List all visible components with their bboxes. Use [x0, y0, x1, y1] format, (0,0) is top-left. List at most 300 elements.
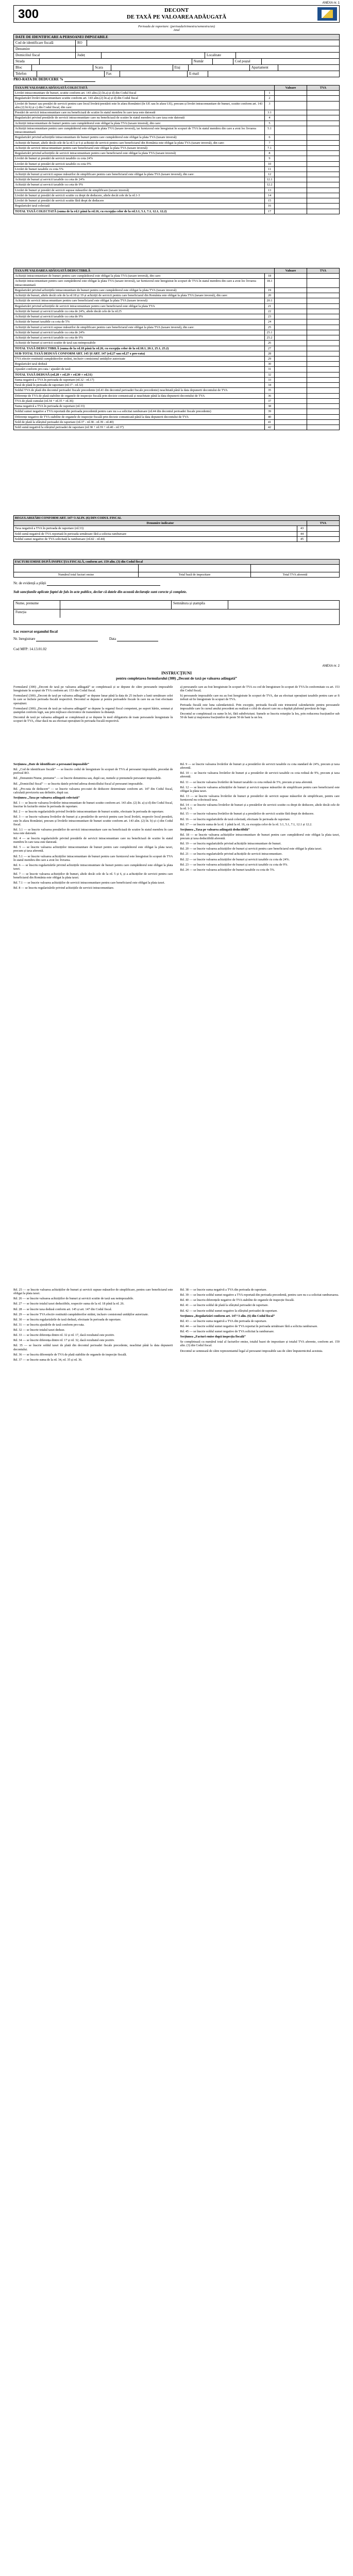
deductibila-row-label: Achiziții intracomunitare de bunuri pentru care cumpărătorul este obligat la plata TVA (taxare inversă), din care: [14, 274, 265, 279]
deductibila-tva-input[interactable] [307, 279, 340, 287]
colectata-value-input[interactable] [275, 140, 307, 145]
body-left-paragraph: Rd. „Pro-rata de deducere” — se înscrie valoarea pro-ratei de deducere determinate conform art. 147 din Codul fiscal, calculată provizoriu sau definitiv, după caz. [13, 787, 173, 794]
strada-input[interactable] [40, 59, 192, 64]
deductibila-row-label: Suma negativă a TVA în perioada de raportare (rd.32 - rd.17) [14, 377, 265, 382]
deductibila-value-input[interactable] [275, 372, 307, 377]
deductibila-value-input[interactable] [275, 414, 307, 419]
id-row-domiciliu [14, 53, 339, 59]
functie-label: Funcția [14, 609, 60, 618]
deductibila-tva-input[interactable] [307, 367, 340, 372]
deductibila-tva-input[interactable] [307, 293, 340, 298]
regularizari-section [13, 515, 340, 542]
deductibila-value-input[interactable] [275, 356, 307, 361]
taxa-deductibila-title: TAXA PE VALOAREA ADĂUGATĂ DEDUCTIBILĂ [14, 268, 275, 274]
colectata-value-input[interactable] [275, 166, 307, 172]
colectata-row-number: 10 [265, 161, 275, 166]
deductibila-row-number: 25.2 [265, 335, 275, 341]
fax-input[interactable] [120, 71, 188, 77]
colectata-row-number: 1 [265, 91, 275, 96]
colectata-value-input[interactable] [275, 161, 307, 166]
localitate-label: Localitate [205, 53, 236, 58]
colectata-value-input[interactable] [275, 188, 307, 193]
colectata-row-label: Regularizări privind prestările de servicii intracomunitare care nu beneficiază de scutire în statul membru în care taxa este datorată [14, 115, 265, 121]
deductibila-row [14, 330, 340, 335]
colectata-value-input[interactable] [275, 145, 307, 150]
deductibila-tva-input[interactable] [307, 388, 340, 393]
deductibila-tva-input[interactable] [307, 383, 340, 388]
loc-rezervat-label: Loc rezervat organului fiscal [13, 630, 58, 634]
instr-left-paragraph: Formularul (300) „Decont de taxă pe valoarea adăugată” se completează și se depune de către persoanele impozabile înregistrate în scopuri de TVA conform art. 153 din Codul fiscal. [13, 685, 173, 693]
colectata-row-label: Livrări de bunuri taxabile cu cota 5% [14, 166, 265, 172]
colectata-tva-input[interactable] [307, 140, 340, 145]
colectata-tva-input[interactable] [307, 188, 340, 193]
cod-postal-input[interactable] [262, 59, 339, 64]
deductibila-row-number: 24 [265, 319, 275, 325]
body-right-paragraph: Rd. 11 — se înscrie valoarea livrărilor de bunuri taxabile cu cota redusă de 5%, precum și taxa aferentă. [180, 780, 313, 784]
colectata-value-input[interactable] [275, 156, 307, 161]
body-left-paragraph: Rd. 5.1 — se înscrie valoarea achizițiilor intracomunitare de bunuri pentru care furnizorul este înregistrat în scopuri de TVA în statul membru din care a avut loc livrarea. [13, 854, 173, 862]
deductibila-tva-input[interactable] [307, 319, 340, 325]
email-input[interactable] [208, 71, 339, 77]
body-text2-columns [13, 1288, 340, 1363]
body2-left-paragraph: Rd. 31 — se înscriu ajustările de taxă conform pro-rata. [13, 1323, 85, 1327]
facturi-baza-input[interactable] [139, 565, 251, 572]
colectata-row [14, 96, 340, 101]
colectata-value-input[interactable] [275, 198, 307, 204]
form-title-line1: DECONT [164, 7, 189, 13]
facturi-input-row [14, 565, 340, 572]
deductibila-value-input[interactable] [275, 314, 307, 319]
colectata-row-number: 7 [265, 140, 275, 145]
deductibila-value-input[interactable] [275, 287, 307, 293]
colectata-value-input[interactable] [275, 135, 307, 140]
deductibila-row-label: TVA efectiv restituită cumpărătorilor străini, inclusiv comisionul unităților autorizate [14, 356, 265, 361]
colectata-row-number: 12 [265, 172, 275, 177]
colectata-tva-input[interactable] [307, 172, 340, 177]
colectata-value-input[interactable] [275, 172, 307, 177]
deductibila-tva-input[interactable] [307, 393, 340, 398]
semnatura-label: Semnătura și ștampila [172, 601, 228, 609]
localitate-input[interactable] [236, 53, 339, 58]
colectata-tva-input[interactable] [307, 145, 340, 150]
deductibila-value-input[interactable] [275, 425, 307, 430]
colectata-tva-input[interactable] [307, 198, 340, 204]
deductibila-row [14, 404, 340, 409]
deductibila-tva-input[interactable] [307, 314, 340, 319]
deductibila-value-input[interactable] [275, 383, 307, 388]
deductibila-row [14, 377, 340, 382]
bloc-label: Bloc [14, 65, 32, 71]
body2-left-paragraph: Rd. 32 — se înscrie totalul taxei deduse. [13, 1328, 65, 1332]
deductibila-row [14, 356, 340, 361]
colectata-row [14, 193, 340, 198]
scara-input[interactable] [111, 65, 173, 71]
colectata-row [14, 188, 340, 193]
colectata-row-label: Achiziții intracomunitare de bunuri pentru care cumpărătorul este obligat la plata TVA (taxare inversă), din care: [14, 121, 265, 126]
deductibila-row-label: Achiziții de bunuri și servicii supuse măsurilor de simplificare pentru care beneficiarul este obligat la plata TVA (taxare inversă), din care: [14, 325, 265, 330]
deductibila-tva-input[interactable] [307, 309, 340, 314]
deductibila-value-input[interactable] [275, 404, 307, 409]
deductibila-row [14, 409, 340, 414]
colectata-tva-input[interactable] [307, 156, 340, 161]
deductibila-tva-input[interactable] [307, 330, 340, 335]
deductibila-row-number: 40 [265, 414, 275, 419]
colectata-tva-input[interactable] [307, 101, 340, 110]
deductibila-value-input[interactable] [275, 388, 307, 393]
colectata-row [14, 126, 340, 134]
deductibila-row-label: Diferențe de TVA de plată stabilite de organele de inspecție fiscală prin decizie comunicată și neachitate până la data depunerii decontului de TVA [14, 393, 265, 398]
body-left-paragraph: Rd. 5 — se înscrie valoarea achizițiilor intracomunitare de bunuri pentru care cumpărătorul este obligat la plata taxei, precum și taxa aferentă. [13, 845, 173, 853]
colectata-row-label: Regularizări livrări intracomunitare scutite conform art. 143 alin.(2) lit.a) și d) din Codul fiscal [14, 96, 265, 101]
colectata-value-input[interactable] [275, 126, 307, 134]
deductibila-tva-input[interactable] [307, 404, 340, 409]
deductibila-value-input[interactable] [275, 409, 307, 414]
deductibila-row [14, 388, 340, 393]
colectata-row-label: Livrări de bunuri și prestări de servicii taxabile cu cota 24% [14, 156, 265, 161]
deductibila-tva-input[interactable] [307, 372, 340, 377]
judet-input[interactable] [102, 53, 205, 58]
form-subtitle [0, 25, 353, 32]
functie-input[interactable] [60, 609, 339, 618]
deductibila-row [14, 419, 340, 425]
deductibila-row-label: Ajustări conform pro-rata / ajustări de taxă [14, 367, 265, 372]
deductibila-value-input[interactable] [275, 309, 307, 314]
colectata-row-number: 2 [265, 96, 275, 101]
deductibila-row-label: Achiziții de bunuri, altele decât cele de la rd.18 și 19 și achiziții de servicii pentru care beneficiarul din România este obligat la plata TVA (taxare inversă), din care: [14, 293, 265, 298]
colectata-value-input[interactable] [275, 115, 307, 121]
colectata-row-label: Regularizări taxă colectată [14, 204, 265, 209]
colectata-tva-input[interactable] [307, 121, 340, 126]
body-right-paragraph: Rd. 13 — se înscrie valoarea livrărilor de bunuri și prestărilor de servicii supuse măsurilor de simplificare, pentru care furnizorul nu colectează taxa. [180, 794, 340, 802]
regularizari-row-number: 44 [297, 531, 307, 536]
nr-inreg-input[interactable] [36, 637, 98, 641]
instr-left-paragraph: Decontul de taxă pe valoarea adăugată se completează și se depune în mod obligatoriu de toate persoanele înregistrate în scopuri de TVA, chiar dacă nu au efectuat operațiuni în perioada fiscală respectivă. [13, 715, 173, 723]
deductibila-row [14, 335, 340, 341]
colectata-row-label: Prestări de servicii intracomunitare care nu beneficiază de scutire în statul membru în care taxa este datorată [14, 110, 265, 115]
colectata-row-label: Regularizări privind achizițiile intracomunitare de bunuri pentru care cumpărătorul este obligat la plata TVA (taxare inversă) [14, 135, 265, 140]
deductibila-value-input[interactable] [275, 377, 307, 382]
deductibila-row [14, 319, 340, 325]
colectata-tva-input[interactable] [307, 177, 340, 182]
deductibila-tva-input[interactable] [307, 274, 340, 279]
regularizari-row-label: Sold sumă negativă de TVA reportată în perioada următoare fără a solicita rambursare [14, 531, 297, 536]
numar-input[interactable] [213, 59, 233, 64]
deductibila-value-input[interactable] [275, 398, 307, 403]
body-left-paragraph: Rd. 7 — se înscrie valoarea achizițiilor de bunuri, altele decât cele de la rd. 5 și 6, și a achizițiilor de servicii pentru care beneficiarul din România este obligat la plata taxei. [13, 872, 173, 880]
taxa-colectata-title: TAXA PE VALOAREA ADĂUGATĂ COLECTATĂ [14, 86, 275, 91]
colectata-row-label: Regularizări privind achizițiile de servicii intracomunitare pentru care beneficiarul este obligat la plata TVA (taxare inversă) [14, 151, 265, 156]
body2-left-paragraph: Rd. 29 — se înscrie TVA efectiv restituită cumpărătorilor străini, inclusiv comisionul unităților autorizate. [13, 1312, 149, 1316]
colectata-row-number: 5 [265, 121, 275, 126]
colectata-row-label: Livrări de bunuri și prestări de servicii supuse măsurilor de simplificare (taxare inversă) [14, 188, 265, 193]
body-right-paragraph: Rd. 21 — se înscriu regularizările privind achizițiile de servicii intracomunitare. [180, 852, 283, 856]
regularizari-tva-input[interactable] [307, 531, 340, 536]
instr-right-paragraph: Decontul se completează cu sume în lei, fără subdiviziuni. Sumele se înscriu rotunjite la leu, prin reducerea fracțiunilor sub 50 de bani și majorarea fracțiunilor de peste 50 de bani la un leu. [180, 711, 340, 719]
deductibila-row-label: TOTAL TAXĂ DEDUCTIBILĂ (suma de la rd.18 până la rd.26, cu excepția celor de la rd.18.1, 20.1, 25.1, 25.2) [14, 346, 265, 351]
nr-evidenta-input[interactable] [47, 581, 160, 586]
body-left-paragraph: Rd. 7.1 — se înscrie valoarea achizițiilor de servicii intracomunitare pentru care beneficiarul este obligat la plata taxei. [13, 881, 165, 885]
colectata-tva-input[interactable] [307, 193, 340, 198]
cif-label: Cod de identificare fiscală [14, 40, 76, 46]
col-tva: TVA [307, 86, 340, 91]
deductibila-tva-input[interactable] [307, 414, 340, 419]
colectata-row-label: Achiziții de bunuri, altele decât cele de la rd.5 și 6 și achiziții de servicii pentru care beneficiarul din România este obligat la plata TVA (taxare inversă), din care: [14, 140, 265, 145]
deductibila-value-input[interactable] [275, 298, 307, 303]
body-right-paragraph: Rd. 14 — se înscrie valoarea livrărilor de bunuri și a prestărilor de servicii scutite cu drept de deducere, altele decât cele de la rd. 1-3. [180, 803, 340, 811]
body-left-paragraph: Rd. 2 — se înscriu regularizările privind livrările intracomunitare de bunuri scutite, efectuate în perioada de raportare. [13, 810, 164, 814]
deductibila-row [14, 393, 340, 398]
deductibila-row-number: 25 [265, 325, 275, 330]
deductibila-row [14, 309, 340, 314]
colectata-value-input[interactable] [275, 182, 307, 188]
deductibila-value-input[interactable] [275, 419, 307, 425]
colectata-row [14, 182, 340, 188]
regularizari-title: REGULARIZĂRI CONFORM ART. 147^3 ALIN. (6) DIN CODUL FISCAL [14, 516, 340, 521]
deductibila-value-input[interactable] [275, 341, 307, 346]
deductibila-value-input[interactable] [275, 346, 307, 351]
colectata-value-input[interactable] [275, 110, 307, 115]
colectata-row [14, 115, 340, 121]
colectata-row [14, 91, 340, 96]
body-right-paragraph: Rd. 24 — se înscrie valoarea achizițiilor de bunuri taxabile cu cota de 5%. [180, 868, 275, 872]
nume-input[interactable] [60, 601, 172, 609]
colectata-value-input[interactable] [275, 151, 307, 156]
colectata-tva-input[interactable] [307, 126, 340, 134]
deductibila-tva-input[interactable] [307, 398, 340, 403]
deductibila-tva-input[interactable] [307, 419, 340, 425]
denumire-input[interactable] [76, 46, 339, 52]
deductibila-value-input[interactable] [275, 393, 307, 398]
deductibila-tva-input[interactable] [307, 409, 340, 414]
deductibila-row-number: 26 [265, 341, 275, 346]
pro-rata-input[interactable] [64, 77, 95, 82]
deductibila-tva-input[interactable] [307, 362, 340, 367]
facturi-nr-input[interactable] [14, 565, 139, 572]
colectata-tva-input[interactable] [307, 135, 340, 140]
deductibila-row [14, 351, 340, 356]
id-row-bloc [14, 65, 339, 71]
deductibila-row-label: Achiziții de bunuri taxabile cu cota de 5% [14, 319, 265, 325]
colectata-row-number: 16 [265, 204, 275, 209]
body2-right-paragraph: Rd. 41 — se înscrie soldul de plată la sfârșitul perioadei de raportare. [180, 1303, 268, 1308]
deductibila-row-number: 20 [265, 293, 275, 298]
colectata-value-input[interactable] [275, 204, 307, 209]
colectata-tva-input[interactable] [307, 115, 340, 121]
colectata-tva-input[interactable] [307, 182, 340, 188]
deductibila-row-label: Soldul TVA de plată din decontul perioadei fiscale precedente (rd.41 din decontul perioadei fiscale precedente) neachitată până la data depunerii decontului de TVA [14, 388, 265, 393]
body-left-paragraph: Rd. „Denumire/Nume, prenume” — se înscrie denumirea sau, după caz, numele și prenumele persoanei impozabile. [13, 776, 162, 781]
deductibila-row-number: 29 [265, 356, 275, 361]
colectata-tva-input[interactable] [307, 204, 340, 209]
body2-left-paragraph: Rd. 26 — se înscrie valoarea achizițiilor de bunuri și servicii scutite de taxă sau neimpozabile. [13, 1297, 134, 1301]
instr-right-paragraph: Perioada fiscală este luna calendaristică. Prin excepție, perioada fiscală este trimestrul calendaristic pentru persoanele impozabile care în cursul anului precedent au realizat o cifră de afaceri care nu a depășit plafonul prevăzut de lege. [180, 703, 340, 710]
deductibila-row-number: 21 [265, 303, 275, 309]
cod-mfp: Cod MFP: 14.13.01.02 [13, 647, 47, 651]
colectata-tva-input[interactable] [307, 166, 340, 172]
deductibila-row-label: Regularizări privind achizițiile de servicii intracomunitare pentru care beneficiarul este obligat la plata TVA [14, 303, 265, 309]
colectata-tva-input[interactable] [307, 151, 340, 156]
colectata-tva-input[interactable] [307, 161, 340, 166]
col-valoare-ded: Valoare [275, 268, 307, 274]
id-row-contact [14, 71, 339, 77]
judet-label: Județ [76, 53, 102, 58]
colectata-row-label: Livrări de bunuri și prestări de servicii taxabile cu cota 9% [14, 161, 265, 166]
instr-right-paragraph: a) persoanele care au fost înregistrate în scopuri de TVA cu cod de înregistrare în scopuri de TVA în conformitate cu art. 153 din Codul fiscal; [180, 685, 340, 693]
semnatura-input[interactable] [228, 601, 339, 609]
colectata-value-input[interactable] [275, 177, 307, 182]
facturi-table [13, 559, 340, 578]
deductibila-tva-input[interactable] [307, 303, 340, 309]
deductibila-value-input[interactable] [275, 351, 307, 356]
signature-box [13, 600, 340, 625]
body-left-paragraph: Rd. 6 — se înscriu regularizările privind achizițiile intracomunitare de bunuri pentru care cumpărătorul este obligat la plata taxei. [13, 863, 173, 871]
taxa-deductibila-table [13, 268, 340, 430]
facturi-header-row [14, 572, 340, 578]
deductibila-row [14, 303, 340, 309]
colectata-value-input[interactable] [275, 193, 307, 198]
deductibila-tva-input[interactable] [307, 287, 340, 293]
deductibila-tva-input[interactable] [307, 346, 340, 351]
regularizari-table [13, 515, 340, 542]
instr-left-paragraph: Formularul (300) „Decont de taxă pe valoarea adăugată” se depune la organul fiscal competent, pe suport hârtie, semnat și ștampilat conform legii, sau prin mijloace electronice de transmitere la distanță. [13, 706, 173, 714]
body-right-paragraph: Rd. 20 — se înscrie valoarea achizițiilor de bunuri și servicii pentru care beneficiarul este obligat la plata taxei. [180, 847, 322, 851]
colectata-row [14, 151, 340, 156]
deductibila-row-label: Regularizări taxă dedusă [14, 362, 265, 367]
deductibila-row [14, 325, 340, 330]
colectata-row-label: Achiziții de bunuri și servicii taxabile cu cota de 9% [14, 182, 265, 188]
deductibila-tva-input[interactable] [307, 335, 340, 341]
body2-left-paragraph: Rd. 37 — se înscrie suma de la rd. 34, rd. 35 și rd. 36. [13, 1358, 82, 1362]
body-right-paragraph: Secțiunea „Taxa pe valoarea adăugată deductibilă” [180, 827, 250, 832]
deductibila-tva-input[interactable] [307, 356, 340, 361]
deductibila-row-number: 22 [265, 309, 275, 314]
colectata-tva-input[interactable] [307, 110, 340, 115]
etaj-input[interactable] [189, 65, 250, 71]
instructiuni-subtitle: pentru completarea formularului (300) „Decont de taxă pe valoarea adăugată” [116, 676, 237, 681]
deductibila-row-number: 18 [265, 274, 275, 279]
colectata-row [14, 156, 340, 161]
deductibila-value-input[interactable] [275, 303, 307, 309]
body2-left-paragraph: Rd. 28 — se înscrie taxa dedusă conform art. 145 și art. 147 din Codul fiscal. [13, 1307, 112, 1311]
body-left-paragraph: Rd. 3 — se înscrie valoarea livrărilor de bunuri și a prestărilor de servicii pentru care locul livrării, respectiv locul prestării, este în afara României, precum și livrările intracomunitare de bunuri scutite conform art. 143 alin. (2) lit. b) și c) din Codul fiscal. [13, 815, 173, 826]
data-input[interactable] [117, 637, 158, 641]
deductibila-row-label: Achiziții de bunuri și servicii taxabile cu cota de 9% [14, 335, 265, 341]
deductibila-tva-input[interactable] [307, 377, 340, 382]
colectata-row-number: 3.1 [265, 110, 275, 115]
body2-left-paragraph: Rd. 25 — se înscrie valoarea achizițiilor de bunuri și servicii supuse măsurilor de simplificare, pentru care beneficiarul este obligat la plata taxei. [13, 1288, 173, 1296]
deductibila-value-input[interactable] [275, 330, 307, 335]
anexa-label: ANEXA nr. 1 [322, 2, 340, 5]
colectata-row [14, 161, 340, 166]
deductibila-row-number: 41 [265, 419, 275, 425]
colectata-value-input[interactable] [275, 121, 307, 126]
colectata-value-input[interactable] [275, 101, 307, 110]
apartament-input[interactable] [278, 65, 339, 71]
deductibila-row [14, 287, 340, 293]
colectata-value-input[interactable] [275, 96, 307, 101]
body-col-left [13, 762, 173, 892]
deductibila-value-input[interactable] [275, 274, 307, 279]
deductibila-tva-input[interactable] [307, 351, 340, 356]
colectata-value-input[interactable] [275, 91, 307, 96]
deductibila-value-input[interactable] [275, 335, 307, 341]
body-left-paragraph: Rd. „Cod de identificare fiscală” — se înscrie codul de înregistrare în scopuri de TVA al persoanei impozabile, precedat de prefixul RO. [13, 768, 173, 775]
body2-right-paragraph: Se completează cu numărul total al facturilor emise, totalul bazei de impozitare și totalul TVA aferente, conform art. 159 alin. (3) din Codul fiscal. [180, 1340, 340, 1348]
numar-label: Număr [192, 59, 213, 64]
deductibila-tva-input[interactable] [307, 341, 340, 346]
regularizari-tva-input[interactable] [307, 526, 340, 531]
domiciliu-label: Domiciliul fiscal [14, 53, 76, 58]
colectata-tva-input[interactable] [307, 96, 340, 101]
denumire-label: Denumire [14, 46, 76, 52]
bloc-input[interactable] [32, 65, 93, 71]
regularizari-row-number: 45 [297, 536, 307, 541]
deductibila-row-label: Achiziții de bunuri și servicii scutite de taxă sau neimpozabile [14, 341, 265, 346]
colectata-value-input[interactable] [275, 209, 307, 214]
deductibila-row-label: Sold sumă negativă la sfârșitul perioadei de raportare (rd.38 + rd.39 + rd.40 - rd.37) [14, 425, 265, 430]
deductibila-tva-input[interactable] [307, 325, 340, 330]
body-right-paragraph: Rd. 12 — se înscrie valoarea achizițiilor de bunuri și servicii supuse măsurilor de simplificare pentru care beneficiarul este obligat la plata taxei. [180, 785, 340, 793]
body-left-paragraph: Rd. 1 — se înscrie valoarea livrărilor intracomunitare de bunuri scutite conform art. 143 alin. (2) lit. a) și d) din Codul fiscal, înscrise în facturile emise în perioada de raportare. [13, 801, 173, 809]
form-number: 300 [18, 7, 39, 21]
colectata-tva-input[interactable] [307, 209, 340, 214]
form-header [13, 5, 340, 23]
anexa2-label: ANEXA nr. 2 [322, 665, 340, 668]
id-row-denumire [14, 46, 339, 53]
deductibila-row-label: Achiziții de bunuri și servicii taxabile cu cota de 24% [14, 330, 265, 335]
regularizari-tva-input[interactable] [307, 536, 340, 541]
deductibila-row-number: 38 [265, 404, 275, 409]
body2-right-paragraph: Secțiunea „Regularizări conform art. 147^3 alin. (6) din Codul fiscal” [180, 1314, 275, 1318]
deductibila-tva-input[interactable] [307, 298, 340, 303]
deductibila-value-input[interactable] [275, 367, 307, 372]
deductibila-row-label: Sold de plată la sfârșitul perioadei de raportare (rd.37 - rd.38 - rd.39 - rd.40) [14, 419, 265, 425]
deductibila-value-input[interactable] [275, 319, 307, 325]
pro-rata-line [13, 77, 340, 82]
body-left-paragraph: Secțiunea „Taxa pe valoarea adăugată colectată” [13, 795, 80, 800]
regularizari-row-label: Taxa negativă a TVA în perioada de raportare (rd.33) [14, 526, 297, 531]
deductibila-tva-input[interactable] [307, 425, 340, 430]
deductibila-value-input[interactable] [275, 325, 307, 330]
body2-left-paragraph: Rd. 35 — se înscrie soldul taxei de plată din decontul perioadei fiscale precedente, neachitat până la data depunerii decontului. [13, 1344, 173, 1351]
regularizari-row-label: Soldul sumei negative de TVA solicitată la rambursare (rd.42 - rd.44) [14, 536, 297, 541]
body2-right-paragraph: Rd. 38 — se înscrie suma negativă a TVA din perioada de raportare. [180, 1288, 267, 1292]
facturi-col1: Numărul total facturi emise [14, 572, 139, 578]
deductibila-row [14, 383, 340, 388]
colectata-row-number: 12.2 [265, 182, 275, 188]
deductibila-value-input[interactable] [275, 362, 307, 367]
deductibila-row-number: 39 [265, 409, 275, 414]
facturi-tva-input[interactable] [250, 565, 339, 572]
telefon-input[interactable] [37, 71, 105, 77]
deductibila-value-input[interactable] [275, 293, 307, 298]
deductibila-row-label: SUB-TOTAL TAXĂ DEDUSĂ CONFORM ART. 145 ȘI ART. 147 (rd.27 sau rd.27 x pro-rata) [14, 351, 265, 356]
regularizari-col-tva: TVA [307, 521, 340, 526]
cif-input[interactable] [87, 40, 339, 46]
colectata-tva-input[interactable] [307, 91, 340, 96]
deductibila-value-input[interactable] [275, 279, 307, 287]
body2-left-paragraph: Rd. 36 — se înscriu diferențele de TVA de plată stabilite de organele de inspecție fiscală. [13, 1352, 127, 1357]
deductibila-row-number: 33 [265, 377, 275, 382]
body2-right-paragraph: Rd. 42 — se înscrie soldul sumei negative la sfârșitul perioadei de raportare. [180, 1309, 278, 1313]
deductibila-row [14, 362, 340, 367]
instructiuni-columns [13, 685, 340, 724]
colectata-row-number: 17 [265, 209, 275, 214]
deductibila-row [14, 414, 340, 419]
body-left-paragraph: Rd. 3.1 — se înscrie valoarea prestărilor de servicii intracomunitare care nu beneficiază de scutire în statul membru în care taxa este datorată. [13, 827, 173, 835]
deductibila-row [14, 341, 340, 346]
body2-right-paragraph: Secțiunea „Facturi emise după inspecția fiscală” [180, 1335, 246, 1339]
